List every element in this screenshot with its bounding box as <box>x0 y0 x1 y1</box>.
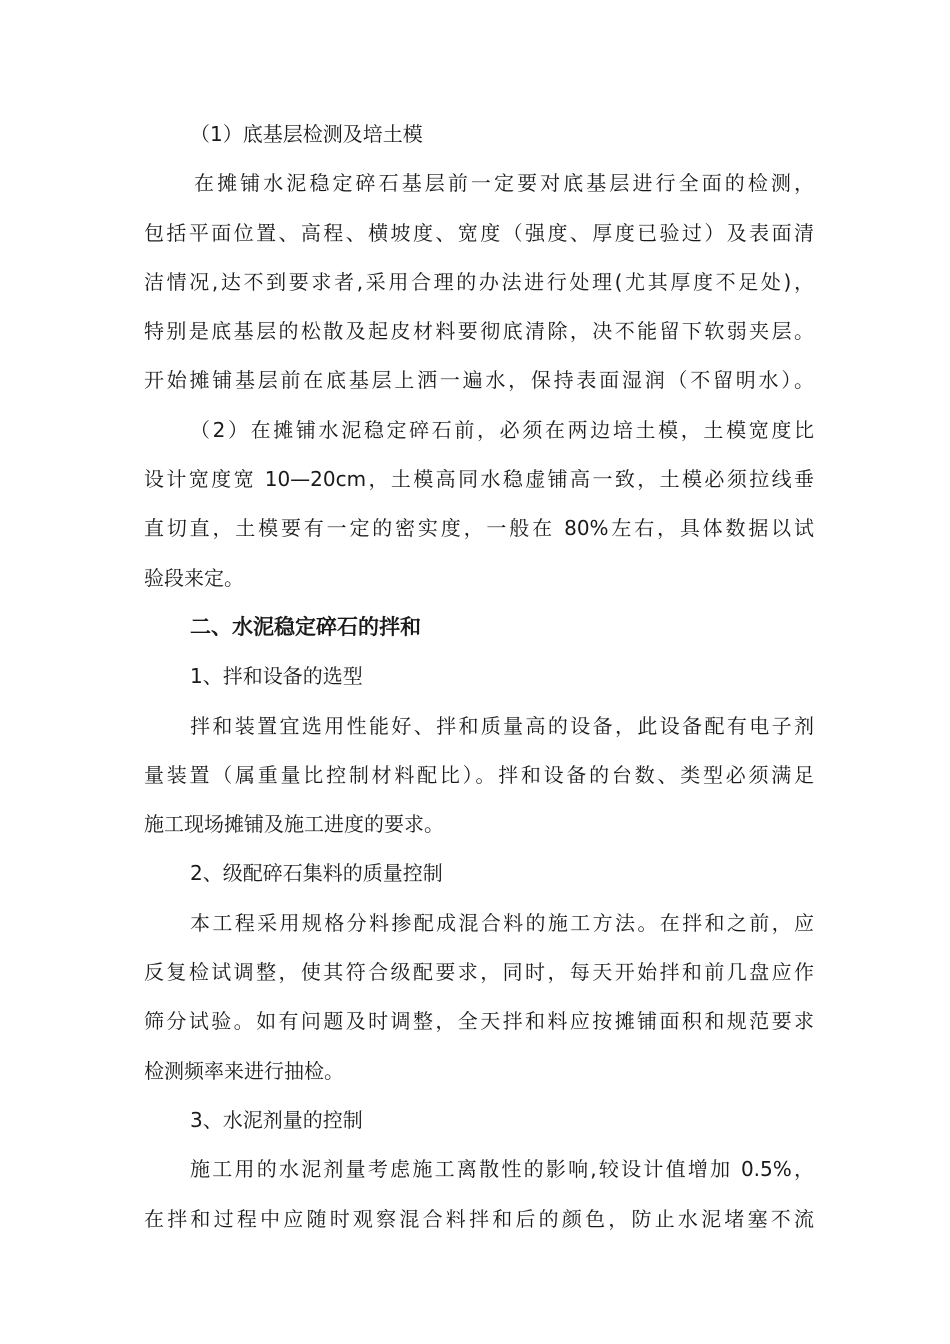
paragraph-line: 在摊铺水泥稳定碎石基层前一定要对底基层进行全面的检测， <box>194 171 814 196</box>
paragraph-line: 检测频率来进行抽检。 <box>144 1058 344 1083</box>
paragraph-line: 洁情况,达不到要求者,采用合理的办法进行处理(尤其厚度不足处)， <box>144 269 814 294</box>
paragraph-line: 反复检试调整，使其符合级配要求，同时，每天开始拌和前几盘应作 <box>144 960 814 985</box>
paragraph-line: 特别是底基层的松散及起皮材料要彻底清除，决不能留下软弱夹层。 <box>144 319 814 344</box>
paragraph-line: 施工用的水泥剂量考虑施工离散性的影响,较设计值增加 0.5%， <box>190 1157 814 1182</box>
subsection-title-2: 1、拌和设备的选型 <box>190 664 363 689</box>
paragraph-line: 开始摊铺基层前在底基层上洒一遍水，保持表面湿润（不留明水）。 <box>144 368 814 393</box>
section-heading: 二、水泥稳定碎石的拌和 <box>190 614 421 639</box>
subsection-title-3: 2、级配碎石集料的质量控制 <box>190 861 443 886</box>
paragraph-line: 验段来定。 <box>144 565 244 590</box>
paragraph-line: 量装置（属重量比控制材料配比）。拌和设备的台数、类型必须满足 <box>144 762 814 787</box>
paragraph-line: 筛分试验。如有问题及时调整，全天拌和料应按摊铺面积和规范要求 <box>144 1009 814 1034</box>
paragraph-line: （2）在摊铺水泥稳定碎石前，必须在两边培土模，土模宽度比 <box>190 417 814 442</box>
paragraph-line: 本工程采用规格分料掺配成混合料的施工方法。在拌和之前，应 <box>190 910 814 935</box>
paragraph-line: 直切直，土模要有一定的密实度，一般在 80%左右，具体数据以试 <box>144 516 814 541</box>
paragraph-line: 设计宽度宽 10—20cm，土模高同水稳虚铺高一致，土模必须拉线垂 <box>144 467 814 492</box>
document-body <box>144 110 814 1244</box>
paragraph-line: 包括平面位置、高程、横坡度、宽度（强度、厚度已验过）及表面清 <box>144 220 814 245</box>
subsection-title-1: （1）底基层检测及培土模 <box>190 122 423 146</box>
paragraph-line: 在拌和过程中应随时观察混合料拌和后的颜色，防止水泥堵塞不流 <box>144 1206 814 1231</box>
paragraph-line: 施工现场摊铺及施工进度的要求。 <box>144 812 444 837</box>
subsection-title-4: 3、水泥剂量的控制 <box>190 1107 363 1132</box>
paragraph-line: 拌和装置宜选用性能好、拌和质量高的设备，此设备配有电子剂 <box>190 713 814 738</box>
